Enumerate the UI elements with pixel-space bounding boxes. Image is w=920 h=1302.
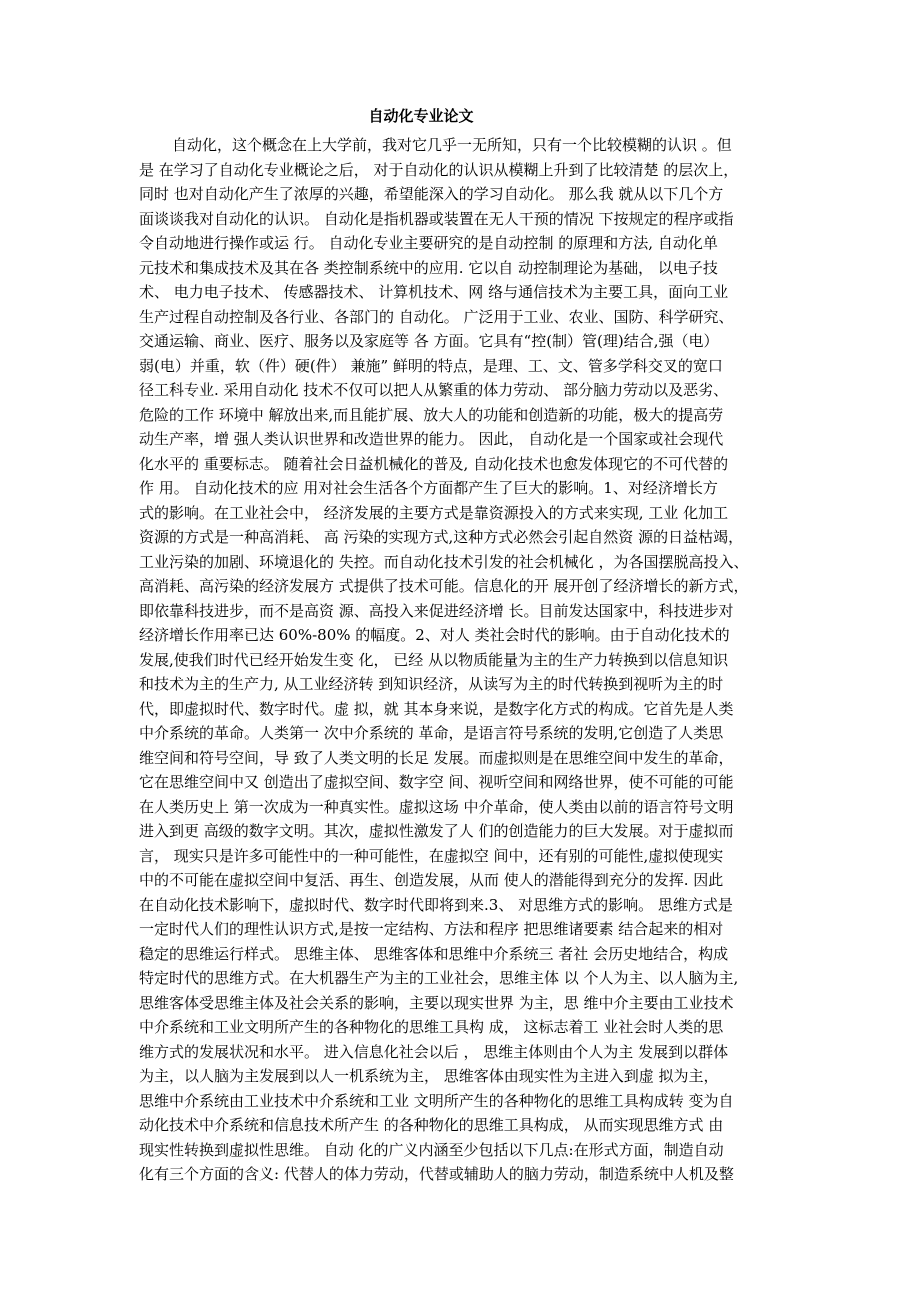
- body-line: 一定时代人们的理性认识方式,是按一定结构、方法和程序 把思维诸要素 结合起来的相对: [139, 920, 724, 938]
- body-line: 弱(电）并重，软（件）硬(件） 兼施” 鲜明的特点，是理、工、文、管多学科交叉的宽口: [139, 356, 723, 375]
- document-title: 自动化专业论文: [368, 107, 474, 125]
- body-line: 进入到更 高级的数字文明。其次，虚拟性激发了人 们的创造能力的巨大发展。对于虚拟而: [139, 822, 734, 840]
- body-line: 代，即虚拟时代、数字时代。虚 拟，就 其本身来说，是数字化方式的构成。它首先是人类: [139, 699, 734, 718]
- body-line: 作 用。 自动化技术的应 用对社会生活各个方面都产生了巨大的影响。1、对经济增长方: [139, 479, 718, 497]
- body-line: 径工科专业. 采用自动化 技术不仅可以把人从繁重的体力劳动、 部分脑力劳动以及恶劣、: [139, 381, 729, 399]
- body-line: 和技术为主的生产力, 从工业经济转 到知识经济，从读写为主的时代转换到视听为主的时: [139, 675, 724, 693]
- body-line: 面谈谈我对自动化的认识。 自动化是指机器或装置在无人干预的情况 下按规定的程序或指: [139, 209, 734, 228]
- body-line: 思维中介系统由工业技术中介系统和工业 文明所产生的各种物化的思维工具构成转 变为自: [139, 1091, 734, 1110]
- body-line: 化水平的 重要标志。 随着社会日益机械化的普及, 自动化技术也愈发体现它的不可代替的: [139, 454, 729, 473]
- body-line: 中的不可能在虚拟空间中复活、再生、创造发展，从而 使人的潜能得到充分的发挥. 因此: [139, 871, 724, 889]
- body-line: 中介系统的革命。人类第一 次中介系统的 革命，是语言符号系统的发明,它创造了人类思: [139, 724, 724, 742]
- body-line: 交通运输、商业、医疗、服务以及家庭等 各 方面。它具有“控(制）管(理)结合,强（电）: [139, 332, 719, 350]
- body-line: 发展,使我们时代已经开始发生变 化， 已经 从以物质能量为主的生产力转换到以信息知识: [139, 650, 729, 669]
- body-line: 工业污染的加剧、环境退化的 失控。而自动化技术引发的社会机械化 ，为各国摆脱高投入、: [139, 552, 749, 571]
- body-line: 中介系统和工业文明所产生的各种物化的思维工具构 成， 这标志着工 业社会时人类的思: [139, 1018, 724, 1036]
- body-line: 在人类历史上 第一次成为一种真实性。虚拟这场 中介革命，使人类由以前的语言符号文明: [139, 797, 734, 816]
- body-line: 高消耗、高污染的经济发展方 式提供了技术可能。信息化的开 展开创了经济增长的新方式，: [139, 577, 749, 595]
- body-line: 思维客体受思维主体及社会关系的影响，主要以现实世界 为主，思 维中介主要由工业技术: [139, 993, 734, 1012]
- body-line: 它在思维空间中又 创造出了虚拟空间、数字空 间、视听空间和网络世界，使不可能的可能: [139, 773, 734, 791]
- body-line: 是 在学习了自动化专业概论之后， 对于自动化的认识从模糊上升到了比较清楚 的层次上，: [139, 160, 739, 179]
- body-line: 特定时代的思维方式。在大机器生产为主的工业社会，思维主体 以 个人为主、以人脑为主,: [139, 969, 739, 987]
- body-line: 即依靠科技进步，而不是高资 源、高投入来促进经济增 长。目前发达国家中，科技进步对: [139, 601, 734, 620]
- body-line: 令自动地进行操作或运 行。 自动化专业主要研究的是自动控制 的原理和方法, 自动化单: [139, 234, 718, 252]
- body-line: 动化技术中介系统和信息技术所产生 的各种物化的思维工具构成， 从而实现思维方式 由: [139, 1116, 724, 1134]
- body-line: 动生产率，增 强人类认识世界和改造世界的能力。 因此， 自动化是一个国家或社会现代: [139, 430, 724, 448]
- body-line: 在自动化技术影响下，虚拟时代、数字时代即将到来.3、 对思维方式的影响。 思维方式是: [139, 895, 733, 914]
- body-line: 术、 电力电子技术、 传感器技术、 计算机技术、网 络与通信技术为主要工具，面向工业: [139, 283, 729, 301]
- body-line: 同时 也对自动化产生了浓厚的兴趣，希望能深入的学习自动化。 那么我 就从以下几个方: [139, 185, 724, 203]
- body-line: 元技术和集成技术及其在各 类控制系统中的应用. 它以自 动控制理论为基础， 以电子技: [139, 258, 718, 277]
- body-line: 现实性转换到虚拟性思维。 自动 化的广义内涵至少包括以下几点:在形式方面，制造自动: [139, 1140, 724, 1159]
- body-line: 维方式的发展状况和水平。 进入信息化社会以后 ， 思维主体则由个人为主 发展到以群体: [139, 1042, 729, 1061]
- body-line: 资源的方式是一种高消耗、 高 污染的实现方式,这种方式必然会引起自然资 源的日益枯竭，: [139, 528, 744, 546]
- body-line: 自动化，这个概念在上大学前，我对它几乎一无所知，只有一个比较模糊的认识 。但: [172, 136, 732, 154]
- body-line: 经济增长作用率已达 60%-80% 的幅度。2、对人 类社会时代的影响。由于自动化技术的: [139, 626, 730, 644]
- body-line: 为主，以人脑为主发展到以人一机系统为主， 思维客体由现实性为主进入到虚 拟为主，: [139, 1067, 719, 1085]
- body-line: 危险的工作 环境中 解放出来,而且能扩展、放大人的功能和创造新的功能，极大的提高劳: [139, 405, 724, 424]
- document-body: [139, 133, 787, 1187]
- body-line: 式的影响。在工业社会中， 经济发展的主要方式是靠资源投入的方式来实现, 工业 化加工: [139, 503, 729, 522]
- body-line: 化有三个方面的含义: 代替人的体力劳动，代替或辅助人的脑力劳动，制造系统中人机及整: [139, 1165, 734, 1183]
- body-line: 稳定的思维运行样式。 思维主体、 思维客体和思维中介系统三 者社 会历史地结合，构成: [139, 944, 729, 963]
- body-line: 维空间和符号空间，导 致了人类文明的长足 发展。而虚拟则是在思维空间中发生的革命，: [139, 748, 734, 767]
- body-line: 生产过程自动控制及各行业、各部门的 自动化。 广泛用于工业、农业、国防、科学研究、: [139, 307, 734, 326]
- body-line: 言， 现实只是许多可能性中的一种可能性，在虚拟空 间中，还有别的可能性,虚拟使现实: [139, 846, 724, 865]
